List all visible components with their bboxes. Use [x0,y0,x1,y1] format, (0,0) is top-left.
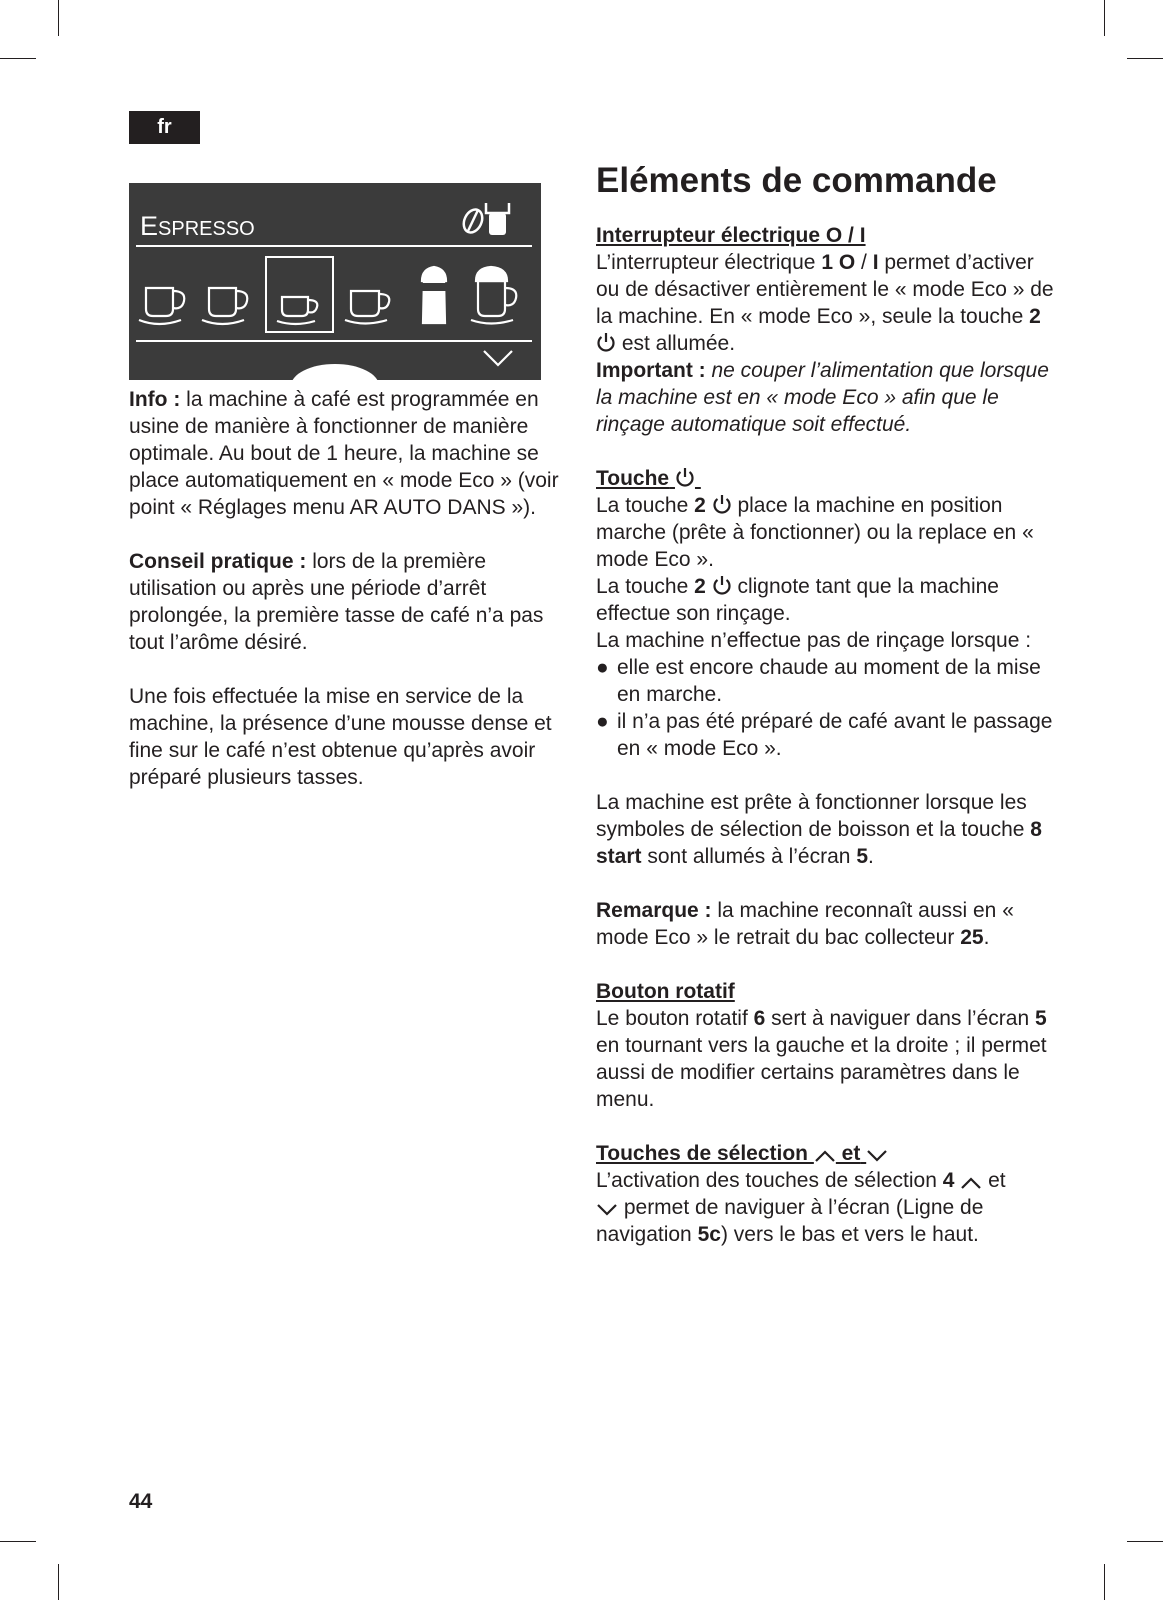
crop-mark [1104,0,1105,36]
cup-large-icon[interactable] [139,288,184,324]
key-paragraph-2: La touche 2 clignote tant que la machine effectue son rinçage. [596,575,999,625]
remark-paragraph: Remarque : la machine reconnaît aussi en « mode Eco » le retrait du bac collecteur 25. [596,899,1014,949]
cup-size-icon [486,203,509,235]
section-title-selection: Touches de sélection et [596,1140,1056,1167]
power-icon [712,575,732,596]
tip-paragraph: Conseil pratique : lors de la première utilisation ou après une période d’arrêt prolongée, la première tasse de café n’a pas tout l’arôme désiré. [129,550,544,654]
crop-mark [58,1564,59,1600]
power-icon [712,494,732,515]
crop-mark [1104,1564,1105,1600]
info-paragraph: Info : la machine à café est programmée en usine de manière à fonctionner de manière optimale. Au bout de 1 heure, la machine se place automatiquement en « mode Eco » (voir point « Réglages menu AR AUTO DANS »). [129,388,559,519]
section-title-key: Touche [596,465,1056,492]
cup-large-icon[interactable] [202,288,247,324]
cup-small-icon[interactable] [345,291,389,324]
chevron-down-icon [596,1203,618,1217]
crop-mark [1127,1541,1163,1542]
section-title-switch: Interrupteur électrique O / I [596,224,866,247]
list-item: ● il n’a pas été préparé de café avant le passage en « mode Eco ». [596,710,1053,760]
page-heading: Eléments de commande [596,161,997,200]
switch-paragraph: L’interrupteur électrique 1 O / I permet d’activer ou de désactiver entièrement le « mode Eco » de la machine. En « mode Eco », seule la touche 2 est allumée. [596,251,1054,355]
selection-frame [266,257,333,332]
key-paragraph-3: La machine n’effectue pas de rinçage lorsque : [596,629,1032,652]
latte-glass-icon[interactable] [421,267,447,323]
key-paragraph-1: La touche 2 place la machine en position marche (prête à fonctionner) ou la replace en « mode Eco ». [596,494,1034,571]
crop-mark [0,58,36,59]
chevron-down-icon[interactable] [484,351,512,365]
bullet-icon: ● [596,710,609,733]
crop-mark [1127,58,1163,59]
display-title: ESPRESSO [140,211,255,241]
ready-paragraph: La machine est prête à fonctionner lorsque les symboles de sélection de boisson et la touche 8 start sont allumés à l’écran 5. [596,791,1042,868]
crop-mark [58,0,59,36]
cappuccino-cup-icon[interactable] [471,267,516,324]
chevron-up-icon [960,1176,982,1190]
rotary-knob[interactable] [291,364,379,380]
bullet-icon: ● [596,656,609,679]
chevron-down-icon [866,1149,888,1163]
power-icon [596,332,616,353]
cup-medium-icon[interactable] [277,297,317,324]
power-icon [675,467,695,488]
rotary-paragraph: Le bouton rotatif 6 sert à naviguer dans l’écran 5 en tournant vers la gauche et la droite ; il permet aussi de modifier certains paramètres dans le menu. [596,1007,1047,1111]
language-tab: fr [129,111,200,144]
section-title-rotary: Bouton rotatif [596,980,735,1003]
chevron-up-icon [814,1149,836,1163]
crop-mark [0,1541,36,1542]
selection-paragraph: L’activation des touches de sélection 4 et permet de naviguer à l’écran (Ligne de navigation 5c) vers le bas et vers le haut. [596,1169,1006,1246]
left-column [129,386,579,791]
list-item: ● elle est encore chaude au moment de la mise en marche. [596,656,1041,706]
foam-paragraph: Une fois effectuée la mise en service de la machine, la présence d’une mousse dense et fine sur le café n’est obtenue qu’après avoir préparé plusieurs tasses. [129,685,552,789]
machine-display [129,183,541,380]
page-number: 44 [129,1490,153,1513]
right-column [596,222,1056,1248]
important-paragraph: Important : ne couper l’alimentation que lorsque la machine est en « mode Eco » afin que le rinçage automatique soit effectué. [596,359,1049,436]
bean-icon [460,207,486,236]
